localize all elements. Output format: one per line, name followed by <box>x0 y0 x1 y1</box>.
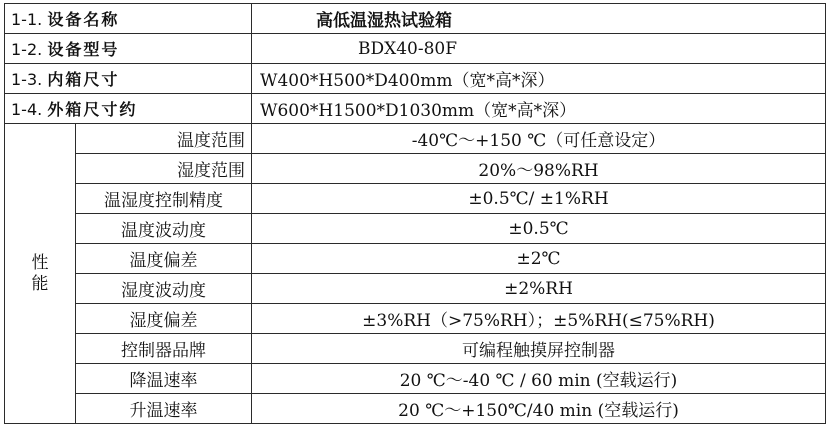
spec-label-text: 设备型号 <box>47 40 120 59</box>
perf-value: -40℃～+150 ℃（可任意设定） <box>252 124 826 154</box>
perf-value: ±2%RH <box>252 274 826 304</box>
perf-row <box>5 184 826 214</box>
spec-label <box>5 94 252 124</box>
spec-number: 1-1. <box>11 10 43 29</box>
spec-table <box>4 3 826 424</box>
perf-row <box>5 394 826 424</box>
perf-param: 湿度波动度 <box>76 274 252 304</box>
spec-label <box>5 64 252 94</box>
spec-value: BDX40-80F <box>252 34 826 64</box>
perf-param: 升温速率 <box>76 394 252 424</box>
perf-row <box>5 274 826 304</box>
perf-param: 控制器品牌 <box>76 334 252 364</box>
spec-row-outer-size <box>5 94 826 124</box>
spec-number: 1-3. <box>11 70 43 89</box>
perf-row <box>5 334 826 364</box>
perf-param: 温湿度控制精度 <box>76 184 252 214</box>
spec-number: 1-4. <box>11 100 43 119</box>
perf-row <box>5 364 826 394</box>
spec-label <box>5 34 252 64</box>
performance-group-label <box>5 124 76 424</box>
spec-row-device-name <box>5 4 826 34</box>
spec-value: 高低温湿热试验箱 <box>252 4 826 34</box>
spec-label <box>5 4 252 34</box>
performance-char-2: 能 <box>31 273 49 294</box>
perf-param: 温度波动度 <box>76 214 252 244</box>
perf-param: 温度偏差 <box>76 244 252 274</box>
spec-label-text: 外箱尺寸约 <box>47 100 138 119</box>
perf-value: ±0.5℃/ ±1%RH <box>252 184 826 214</box>
perf-value: 20%～98%RH <box>252 154 826 184</box>
perf-param: 温度范围 <box>76 124 252 154</box>
perf-row <box>5 244 826 274</box>
performance-char-1: 性 <box>31 252 49 273</box>
perf-row <box>5 124 826 154</box>
spec-number: 1-2. <box>11 40 43 59</box>
perf-row <box>5 304 826 334</box>
perf-param: 湿度范围 <box>76 154 252 184</box>
perf-value: ±3%RH（>75%RH）；±5%RH(≤75%RH) <box>252 304 826 334</box>
spec-row-inner-size <box>5 64 826 94</box>
perf-param: 湿度偏差 <box>76 304 252 334</box>
spec-value: W400*H500*D400mm（宽*高*深） <box>252 64 826 94</box>
perf-value: 20 ℃～+150℃/40 min (空载运行) <box>252 394 826 424</box>
perf-value: ±2℃ <box>252 244 826 274</box>
spec-row-model <box>5 34 826 64</box>
perf-row <box>5 154 826 184</box>
perf-value: 20 ℃～-40 ℃ / 60 min (空载运行) <box>252 364 826 394</box>
spec-label-text: 内箱尺寸 <box>47 70 120 89</box>
perf-param: 降温速率 <box>76 364 252 394</box>
spec-label-text: 设备名称 <box>47 10 120 29</box>
perf-row <box>5 214 826 244</box>
perf-value: ±0.5℃ <box>252 214 826 244</box>
perf-value: 可编程触摸屏控制器 <box>252 334 826 364</box>
spec-value: W600*H1500*D1030mm（宽*高*深） <box>252 94 826 124</box>
